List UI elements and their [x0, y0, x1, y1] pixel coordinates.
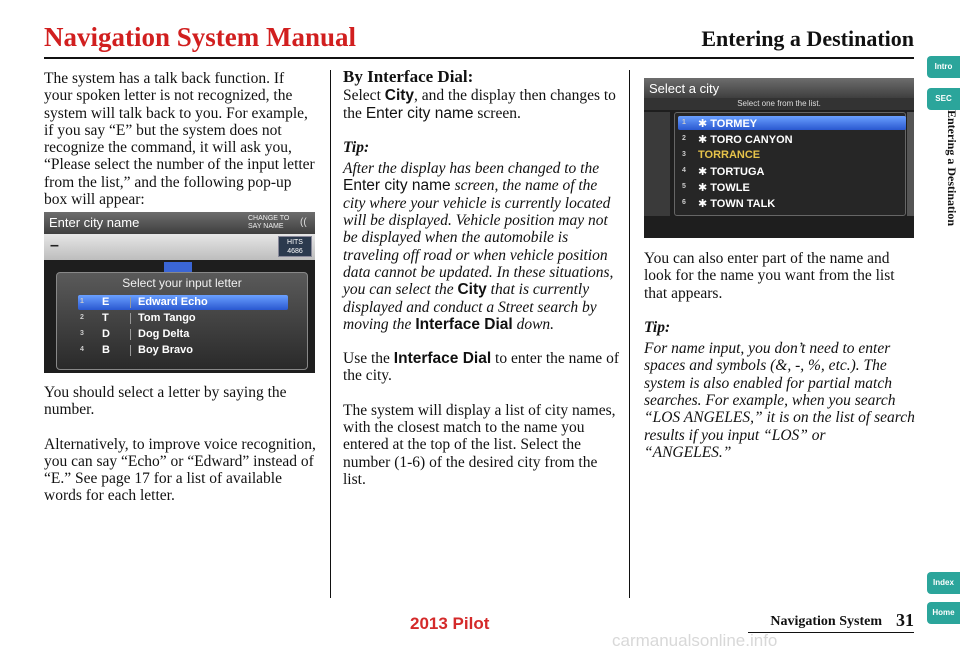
screen-subbar	[644, 98, 914, 110]
voice-icon: ((	[300, 217, 307, 228]
option-number: 2	[682, 135, 686, 142]
intro-tab[interactable]: Intro	[927, 56, 960, 78]
column-1-lower	[44, 384, 316, 522]
tip-label: Tip:	[343, 138, 370, 156]
sec-tab[interactable]: SEC	[927, 88, 960, 110]
letter-option[interactable]	[78, 327, 288, 342]
letter-option[interactable]	[78, 311, 288, 326]
separator	[130, 345, 131, 356]
dial-term: Interface Dial	[415, 315, 513, 333]
city-input-value: –	[50, 237, 59, 254]
column-divider-1	[330, 70, 331, 598]
city-term: City	[457, 281, 487, 299]
column-3	[644, 250, 916, 478]
scrollbar[interactable]	[907, 112, 914, 216]
text: Select	[343, 87, 385, 105]
popup-title: Select your input letter	[122, 276, 242, 290]
talkback-paragraph: The system has a talk back function. If your spoken letter is not recognized, the system will talk back to you. For example, if you say “E” but the system does not recognize the command, it will ask you, “Please select the number of the input letter from the list,” and the following pop-up box will appear:	[44, 70, 315, 209]
option-letter: T	[102, 312, 109, 324]
text: screen, the name of the city where your vehicle is currently located will be displayed. Vehicle position may not be displayed when the automobile is traveling off road or when vehicle position data cannot be updated. In these situations, you can select the	[343, 177, 614, 299]
page-title: Navigation System Manual	[44, 22, 357, 52]
tip-paragraph	[343, 160, 621, 333]
city-option[interactable]	[678, 164, 906, 178]
option-letter: D	[102, 328, 110, 340]
text: that is currently displayed and conduct a Street search by moving the	[343, 281, 597, 333]
section-title: Entering a Destination	[701, 26, 914, 51]
screen-left-panel	[644, 112, 670, 216]
letter-option[interactable]	[78, 343, 288, 358]
option-letter: E	[102, 296, 110, 308]
separator	[130, 329, 131, 340]
city-option[interactable]	[678, 116, 906, 130]
column-divider-2	[629, 70, 630, 598]
screen-title: Select a city	[649, 81, 720, 96]
hits-counter	[278, 236, 312, 257]
text: down.	[512, 315, 555, 333]
select-city-screen	[644, 78, 914, 238]
screen-term: Enter city name	[365, 104, 474, 122]
partial-name-paragraph: You can also enter part of the name and look for the name you want from the list that appears.	[644, 250, 895, 302]
tip-paragraph: For name input, you don’t need to enter spaces and symbols (&, -, %, etc.). The system is also enabled for partial match searches. For example, when you search “LOS ANGELES,” it is on the list of search results if you input “LOS” or “ANGELES.”	[644, 340, 915, 461]
hits-label: HITS	[287, 239, 303, 246]
enter-city-screen	[44, 212, 315, 373]
text: Use the	[343, 350, 394, 368]
option-number: 6	[682, 199, 686, 206]
text: After the display has been changed to the	[343, 160, 600, 178]
change-line-2: SAY NAME	[248, 223, 284, 230]
column-2	[343, 68, 621, 505]
option-letter: B	[102, 344, 110, 356]
text: to enter the name of the city.	[343, 350, 619, 385]
option-number: 5	[682, 183, 686, 190]
interface-dial-heading: By Interface Dial:	[343, 67, 474, 86]
option-name: ✱ TORMEY	[698, 118, 758, 130]
tip-label: Tip:	[644, 318, 671, 336]
option-number: 2	[80, 314, 84, 321]
alternative-paragraph: Alternatively, to improve voice recognition, you can say “Echo” or “Edward” instead of “E.” See page 17 for a list of available words for each letter.	[44, 435, 316, 505]
option-word: Tom Tango	[138, 312, 196, 324]
home-tab[interactable]: Home	[927, 602, 960, 624]
city-term: City	[384, 87, 415, 105]
option-name: ✱ TORO CANYON	[698, 134, 793, 146]
city-input-row[interactable]	[44, 234, 315, 260]
option-number: 1	[682, 119, 686, 126]
option-word: Boy Bravo	[138, 344, 194, 356]
vertical-section-label: Entering a Destination	[945, 110, 959, 227]
option-word: Edward Echo	[138, 296, 208, 308]
page-number: 31	[896, 610, 914, 630]
watermark: carmanualsonline.info	[612, 631, 778, 650]
dial-term: Interface Dial	[393, 350, 492, 368]
option-name: ✱ TOWN TALK	[698, 198, 776, 210]
option-name: TORRANCE	[698, 149, 761, 161]
column-1	[44, 70, 316, 225]
screen-term: Enter city name	[343, 177, 451, 195]
change-line-1: CHANGE TO	[248, 215, 290, 222]
separator	[130, 313, 131, 324]
option-number: 4	[80, 346, 84, 353]
city-option[interactable]	[678, 132, 906, 146]
option-name: ✱ TORTUGA	[698, 166, 765, 178]
option-name: ✱ TOWLE	[698, 182, 750, 194]
text: , and the display then changes to the	[343, 87, 616, 122]
city-list-paragraph: The system will display a list of city names, with the closest match to the name you entered at the top of the list. Select the number (1-6) of the desired city from the list.	[343, 401, 616, 488]
footer-label: Navigation System	[770, 614, 882, 629]
option-number: 4	[682, 167, 686, 174]
select-letter-paragraph: You should select a letter by saying the number.	[44, 384, 287, 419]
screen-title: Enter city name	[49, 215, 140, 230]
screen-subtitle: Select one from the list.	[737, 99, 821, 108]
city-option[interactable]	[678, 148, 906, 162]
header-rule	[44, 57, 914, 59]
text: screen.	[473, 104, 521, 122]
hits-value: 4686	[287, 248, 303, 255]
city-option[interactable]	[678, 196, 906, 210]
use-dial-paragraph	[343, 350, 621, 385]
city-option[interactable]	[678, 180, 906, 194]
letter-option[interactable]	[78, 295, 288, 310]
change-to-say-name[interactable]	[248, 215, 289, 231]
option-number: 3	[80, 330, 84, 337]
option-number: 1	[80, 298, 84, 305]
select-city-paragraph	[343, 87, 621, 122]
model-label: 2013 Pilot	[410, 614, 490, 633]
option-number: 3	[682, 151, 686, 158]
index-tab[interactable]: Index	[927, 572, 960, 594]
option-word: Dog Delta	[138, 328, 190, 340]
separator	[130, 297, 131, 308]
